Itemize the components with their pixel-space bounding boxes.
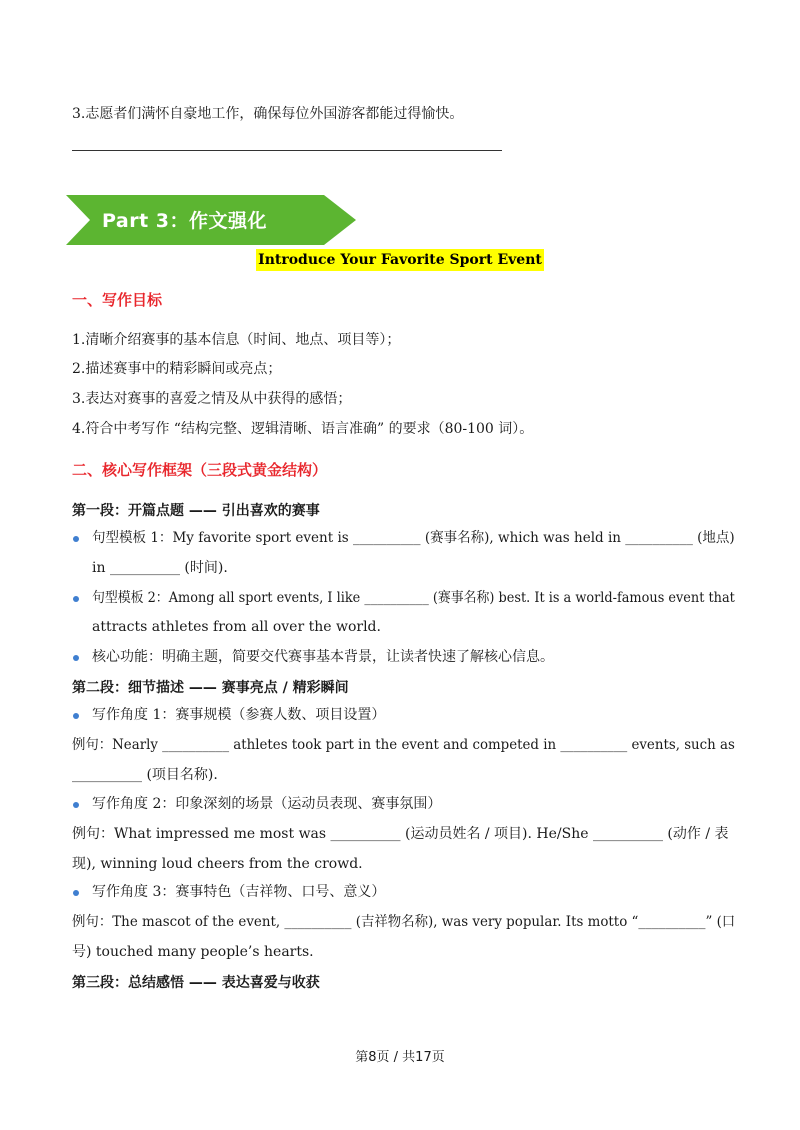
page-number: 第8页 / 共17页	[355, 1050, 445, 1065]
paragraph3-heading: 第三段：总结感悟 —— 表达喜爱与收获	[72, 975, 320, 991]
angle-3-example-line1: 例句：The mascot of the event, __________ (吉祥物名称), was very popular. Its motto “__________” (口	[72, 914, 736, 930]
angle-1: 写作角度 1：赛事规模（参赛人数、项目设置）	[92, 707, 386, 723]
template-2-line1: 句型模板 2：Among all sport events, I like __________ (赛事名称) best. It is a world-famous event that	[92, 590, 735, 606]
paragraph2-heading: 第二段：细节描述 —— 赛事亮点 / 精彩瞬间	[72, 680, 349, 696]
section-heading-framework: 二、核心写作框架（三段式黄金结构）	[72, 461, 328, 479]
bullet-dot	[73, 655, 79, 661]
goal-item: 1.清晰介绍赛事的基本信息（时间、地点、项目等）；	[72, 332, 401, 348]
essay-title-row	[0, 249, 800, 271]
answer-line	[72, 150, 502, 151]
banner-title: Part 3：作文强化	[102, 210, 268, 232]
top-item: 3.志愿者们满怀自豪地工作，确保每位外国游客都能过得愉快。	[72, 106, 464, 122]
bullet-dot	[73, 802, 79, 808]
angle-2-example-line2: 现), winning loud cheers from the crowd.	[72, 856, 363, 872]
template-2-line2: attracts athletes from all over the world.	[92, 619, 381, 635]
angle-2-example-line1: 例句：What impressed me most was __________ (运动员姓名 / 项目). He/She __________ (动作 / 表	[72, 826, 729, 842]
angle-3-example-line2: 号) touched many people’s hearts.	[72, 944, 314, 960]
angle-2: 写作角度 2：印象深刻的场景（运动员表现、赛事氛围）	[92, 796, 442, 812]
bullet-dot	[73, 596, 79, 602]
bullet-dot	[73, 536, 79, 542]
angle-1-example-line2: __________ (项目名称).	[72, 767, 218, 783]
core-function: 核心功能：明确主题，简要交代赛事基本背景，让读者快速了解核心信息。	[92, 649, 554, 665]
angle-3: 写作角度 3：赛事特色（吉祥物、口号、意义）	[92, 884, 386, 900]
bullet-dot	[73, 713, 79, 719]
part-banner	[66, 195, 356, 245]
template-1-line1: 句型模板 1：My favorite sport event is __________ (赛事名称), which was held in __________ (地点)	[92, 530, 735, 546]
template-1-line2: in __________ (时间).	[92, 560, 228, 576]
goal-item: 3.表达对赛事的喜爱之情及从中获得的感悟；	[72, 391, 352, 407]
goal-item: 2.描述赛事中的精彩瞬间或亮点；	[72, 361, 282, 377]
paragraph1-heading: 第一段：开篇点题 —— 引出喜欢的赛事	[72, 503, 320, 519]
section-heading-goals: 一、写作目标	[72, 291, 163, 309]
bullet-dot	[73, 890, 79, 896]
goal-item: 4.符合中考写作 “结构完整、逻辑清晰、语言准确” 的要求（80-100 词）。	[72, 421, 534, 437]
angle-1-example-line1: 例句：Nearly __________ athletes took part in the event and competed in __________ events, such as	[72, 737, 735, 753]
essay-title: Introduce Your Favorite Sport Event	[256, 249, 544, 271]
